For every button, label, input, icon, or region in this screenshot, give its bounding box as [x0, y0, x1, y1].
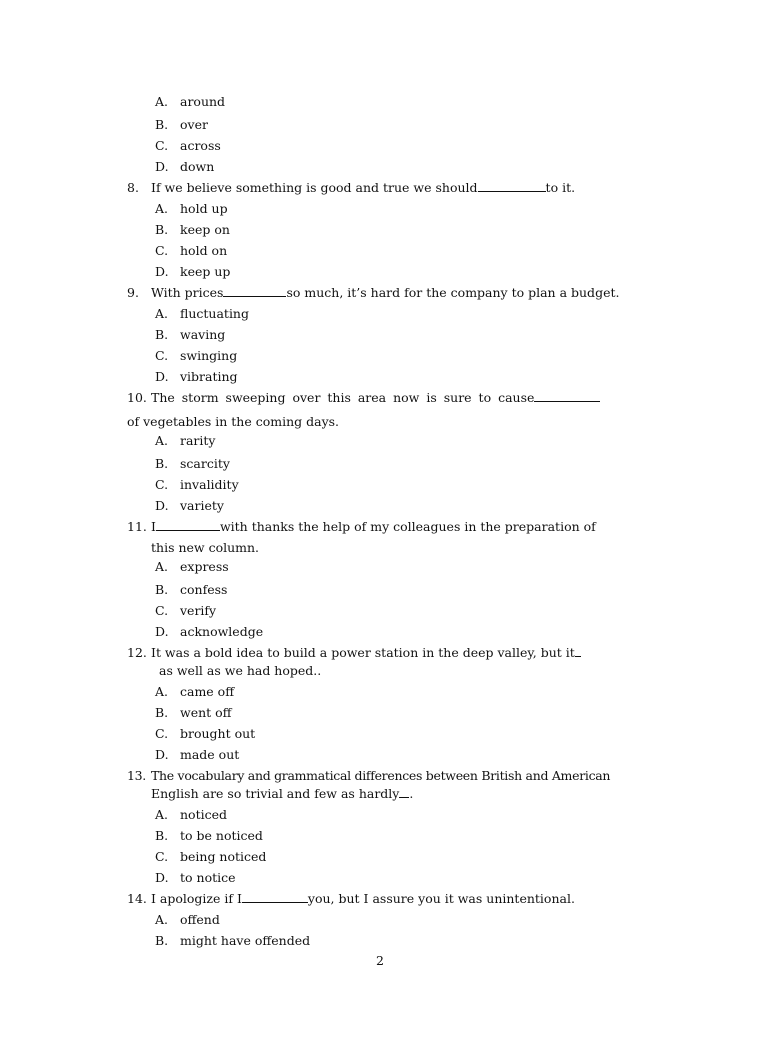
option-b: B. keep on — [155, 222, 230, 237]
question-9-stem: 9. With prices so much, it’s hard for the company to plan a budget. — [127, 285, 620, 300]
option-c: C. being noticed — [155, 849, 267, 864]
option-d: D. acknowledge — [155, 624, 264, 639]
question-8-stem: 8. If we believe something is good and true we should to it. — [127, 180, 576, 195]
answer-blank — [478, 180, 546, 192]
option-b: B. might have offended — [155, 933, 311, 948]
answer-blank — [534, 390, 600, 402]
option-c: C. brought out — [155, 726, 256, 741]
answer-blank — [399, 786, 409, 798]
option-d: D. keep up — [155, 264, 231, 279]
option-c: C. hold on — [155, 243, 228, 258]
answer-blank — [156, 519, 220, 531]
option-b: B. waving — [155, 327, 226, 342]
option-b: B. over — [155, 117, 208, 132]
option-a: A. hold up — [155, 201, 228, 216]
option-d: D. down — [155, 159, 215, 174]
page-number: 2 — [376, 953, 384, 968]
option-b: B. confess — [155, 582, 228, 597]
option-d: D. made out — [155, 747, 240, 762]
question-13-stem-cont: English are so trivial and few as hardly . — [151, 786, 414, 801]
option-a: A. came off — [155, 684, 235, 699]
option-a: A. fluctuating — [155, 306, 249, 321]
option-d: D. vibrating — [155, 369, 238, 384]
question-10-stem-cont: of vegetables in the coming days. — [127, 414, 340, 429]
option-b: B. to be noticed — [155, 828, 263, 843]
question-14-stem: 14. I apologize if I you, but I assure you it was unintentional. — [127, 891, 575, 906]
question-11-stem: 11. I with thanks the help of my colleagues in the preparation of — [127, 519, 596, 534]
option-c: C. across — [155, 138, 221, 153]
option-b: B. went off — [155, 705, 232, 720]
option-c: C. verify — [155, 603, 217, 618]
option-d: D. variety — [155, 498, 224, 513]
option-a: A. around — [155, 94, 226, 109]
question-12-stem-cont: as well as we had hoped.. — [159, 663, 322, 678]
option-a: A. noticed — [155, 807, 227, 822]
option-a: A. express — [155, 559, 229, 574]
option-c: C. swinging — [155, 348, 238, 363]
option-b: B. scarcity — [155, 456, 230, 471]
option-d: D. to notice — [155, 870, 236, 885]
answer-blank — [223, 285, 286, 297]
question-10-stem: 10. The storm sweeping over this area now is sure to cause — [127, 390, 600, 406]
question-12-stem: 12. It was a bold idea to build a power station in the deep valley, but it — [127, 645, 581, 661]
option-a: A. rarity — [155, 433, 216, 448]
answer-blank — [242, 891, 308, 903]
option-c: C. invalidity — [155, 477, 239, 492]
answer-blank — [575, 645, 581, 657]
question-11-stem-cont: this new column. — [151, 540, 260, 555]
option-a: A. offend — [155, 912, 220, 927]
question-13-stem: 13. The vocabulary and grammatical differences between British and American — [127, 768, 611, 783]
